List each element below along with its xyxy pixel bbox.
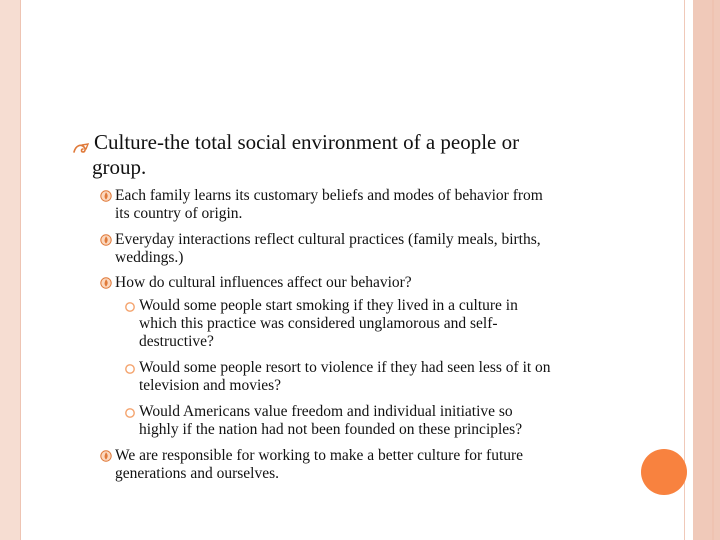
list-item <box>124 359 624 395</box>
hollow-circle-bullet-icon <box>124 406 136 418</box>
main-bullet-line-1: Culture-the total social environment of a people or <box>94 130 520 154</box>
flame-bullet-icon <box>100 277 112 289</box>
bullet-line: Each family learns its customary beliefs and modes of behavior from <box>115 187 543 204</box>
curl-bullet-icon <box>73 136 89 148</box>
bullet-line: Would Americans value freedom and individual initiative so <box>139 403 513 420</box>
bullet-line: which this practice was considered unglamorous and self- <box>139 315 498 332</box>
list-item <box>124 403 624 439</box>
bullet-line: highly if the nation had not been founded on these principles? <box>139 421 523 438</box>
bullet-line: Would some people resort to violence if they had seen less of it on <box>139 359 551 376</box>
hollow-circle-bullet-icon <box>124 300 136 312</box>
flame-bullet-icon <box>100 450 112 462</box>
list-item <box>100 274 620 292</box>
bullet-line: television and movies? <box>139 377 282 394</box>
bullet-line: Would some people start smoking if they lived in a culture in <box>139 297 518 314</box>
bullet-line: its country of origin. <box>115 205 243 222</box>
flame-bullet-icon <box>100 190 112 202</box>
main-bullet <box>73 130 633 180</box>
flame-bullet-icon <box>100 234 112 246</box>
bullet-line: destructive? <box>139 333 214 350</box>
hollow-circle-bullet-icon <box>124 362 136 374</box>
bullet-line: Everyday interactions reflect cultural practices (family meals, births, <box>115 231 541 248</box>
bullet-line: generations and ourselves. <box>115 465 279 482</box>
bullet-line: weddings.) <box>115 249 184 266</box>
list-item <box>124 297 624 351</box>
list-item <box>100 447 620 483</box>
list-item <box>100 187 620 223</box>
main-bullet-line-2: group. <box>92 155 147 179</box>
bullet-line: How do cultural influences affect our behavior? <box>115 274 412 291</box>
list-item <box>100 231 620 267</box>
bullet-line: We are responsible for working to make a better culture for future <box>115 447 524 464</box>
